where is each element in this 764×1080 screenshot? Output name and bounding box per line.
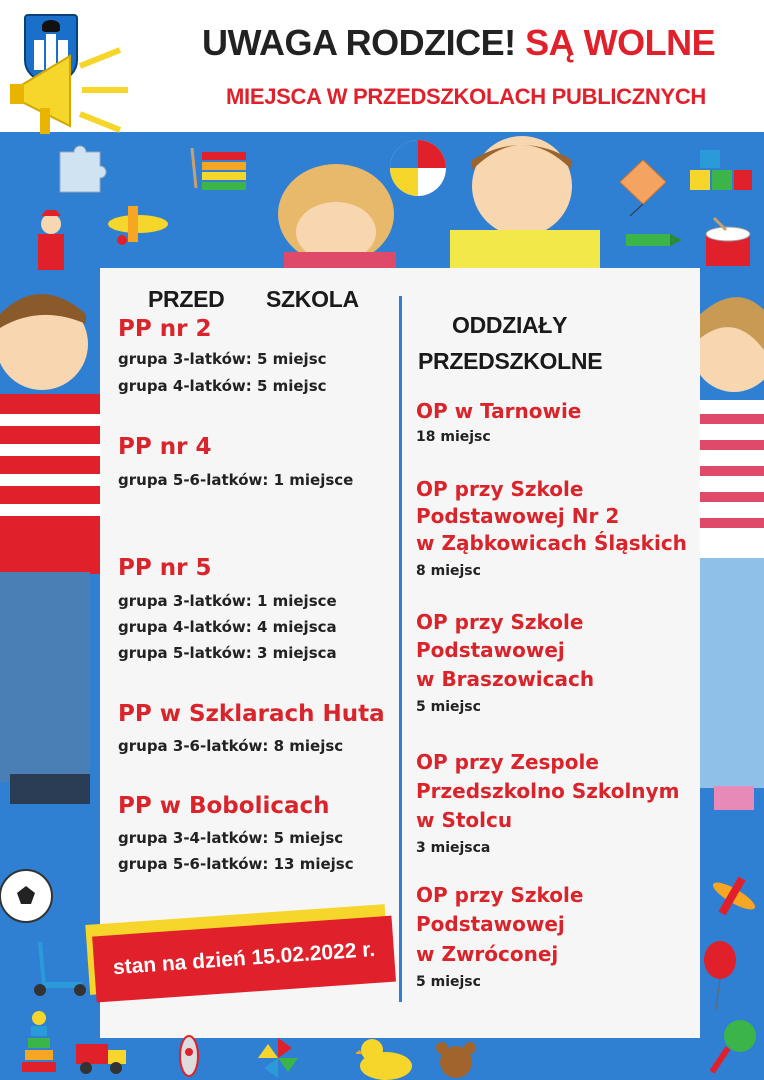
scooter-icon	[24, 938, 90, 998]
puzzle-icon	[50, 138, 110, 198]
main-title	[202, 22, 752, 64]
kite-icon	[620, 160, 666, 216]
unit-seats: 3 miejsca	[416, 840, 491, 856]
xylophone-icon	[186, 148, 256, 204]
group-line: grupa 3-6-latków: 8 miejsc	[118, 737, 344, 755]
unit-seats: 5 miejsc	[416, 974, 481, 990]
unit-name-line: Podstawowej Nr 2	[416, 504, 620, 528]
pinwheel-icon	[256, 1036, 300, 1080]
airplane-icon	[706, 870, 762, 922]
group-line: grupa 3-latków: 1 miejsce	[118, 592, 337, 610]
unit-name-line: w Braszowicach	[416, 667, 595, 691]
unit-seats: 8 miejsc	[416, 563, 481, 579]
ring-stacker-icon	[16, 1006, 62, 1076]
group-line: grupa 5-6-latków: 13 miejsc	[118, 855, 354, 873]
unit-name-line: w Zwróconej	[416, 942, 559, 966]
group-line: grupa 4-latków: 5 miejsc	[118, 377, 327, 395]
megaphone-icon	[10, 46, 130, 136]
airplane-icon	[102, 200, 172, 248]
child-center-girl-photo	[264, 152, 414, 272]
group-line: grupa 5-latków: 3 miejsca	[118, 644, 337, 662]
school-name: PP w Bobolicach	[118, 793, 330, 819]
school-name: PP nr 5	[118, 555, 212, 581]
header-banner	[0, 0, 764, 132]
right-heading-line2: PRZEDSZKOLNE	[418, 348, 603, 374]
left-heading-part2: SZKOLA	[266, 286, 359, 312]
unit-name-line: OP w Tarnowie	[416, 399, 582, 423]
rattle-icon	[706, 1016, 762, 1076]
subtitle: MIEJSCA W PRZEDSZKOLACH PUBLICZNYCH	[226, 84, 707, 109]
clown-icon	[28, 210, 74, 274]
school-name: PP nr 2	[118, 316, 212, 342]
column-divider	[399, 296, 402, 1002]
crayon-icon	[626, 230, 682, 250]
unit-name-line: OP przy Szkole	[416, 883, 584, 907]
toy-truck-icon	[74, 1036, 130, 1076]
group-line: grupa 5-6-latków: 1 miejsce	[118, 471, 354, 489]
group-line: grupa 3-latków: 5 miejsc	[118, 350, 327, 368]
child-left-photo	[0, 284, 110, 824]
unit-name-line: OP przy Zespole	[416, 750, 599, 774]
child-center-boy-photo	[440, 130, 600, 270]
drum-icon	[700, 216, 756, 272]
unit-name-line: OP przy Szkole	[416, 610, 584, 634]
title-red-part: SĄ WOLNE	[525, 22, 716, 63]
unit-name-line: Podstawowej	[416, 912, 565, 936]
unit-name-line: w Ząbkowicach Śląskich	[416, 531, 687, 555]
unit-name-line: w Stolcu	[416, 808, 513, 832]
unit-seats: 18 miejsc	[416, 429, 491, 445]
right-heading-line1: ODDZIAŁY	[452, 312, 568, 338]
date-stamp-text: stan na dzień 15.02.2022 r.	[92, 916, 396, 1003]
rocket-icon	[174, 1034, 204, 1080]
group-line: grupa 3-4-latków: 5 miejsc	[118, 829, 344, 847]
duck-icon	[356, 1036, 416, 1080]
soccer-ball-icon	[0, 866, 56, 926]
balloon-icon	[700, 940, 740, 1010]
unit-name-line: OP przy Szkole	[416, 477, 584, 501]
teddy-bear-icon	[432, 1040, 480, 1080]
group-line: grupa 4-latków: 4 miejsca	[118, 618, 337, 636]
unit-name-line: Podstawowej	[416, 638, 565, 662]
school-name: PP w Szklarach Huta	[118, 701, 385, 727]
unit-seats: 5 miejsc	[416, 699, 481, 715]
unit-name-line: Przedszkolno Szkolnym	[416, 779, 680, 803]
left-heading-part1: PRZED	[148, 286, 225, 312]
title-black-part: UWAGA RODZICE!	[202, 22, 516, 63]
school-name: PP nr 4	[118, 434, 212, 460]
blocks-icon	[688, 146, 754, 194]
